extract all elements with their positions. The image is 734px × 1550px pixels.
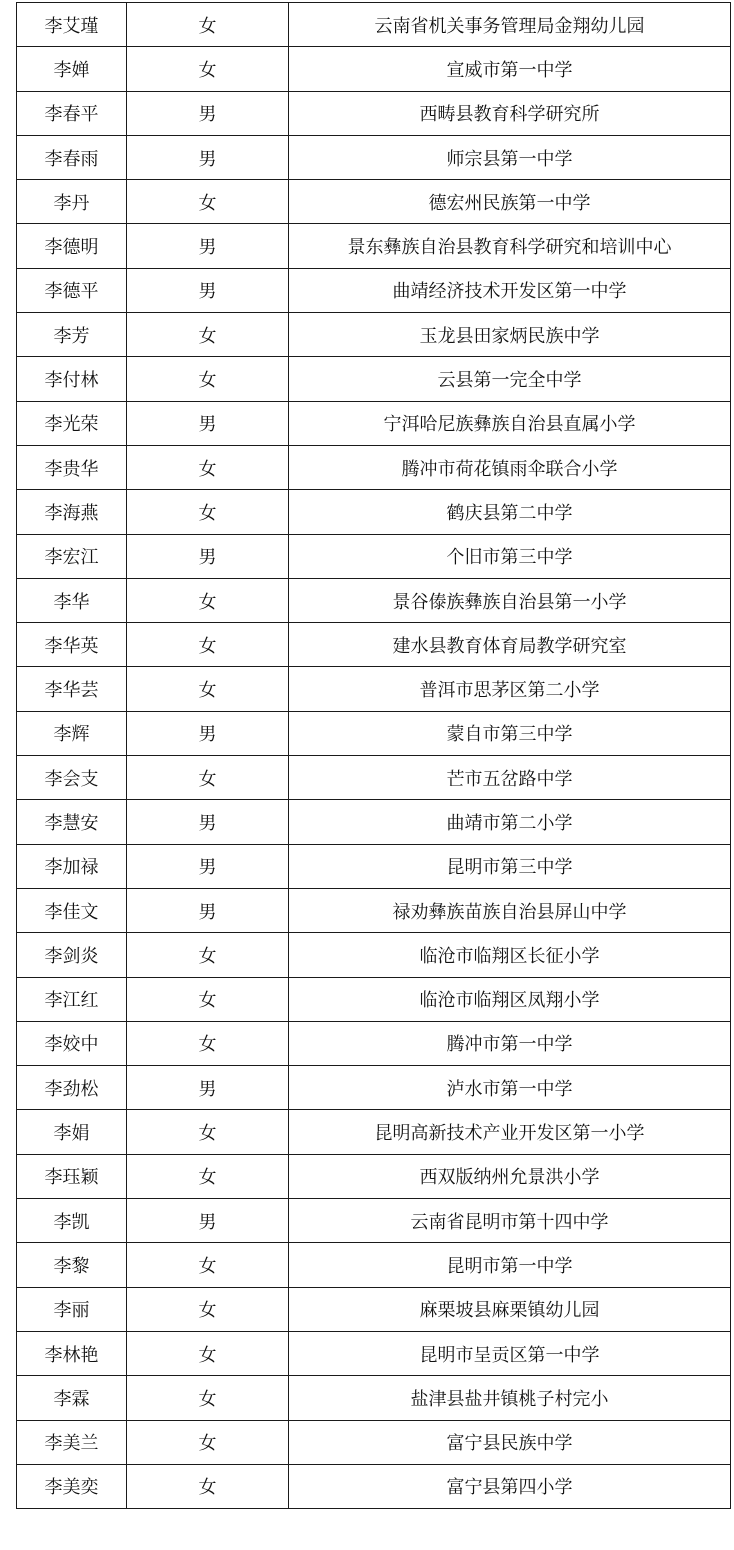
school-cell: 昆明市第三中学 — [289, 844, 731, 888]
school-cell: 云南省昆明市第十四中学 — [289, 1199, 731, 1243]
gender-cell: 女 — [127, 623, 289, 667]
school-cell: 宣威市第一中学 — [289, 47, 731, 91]
gender-cell: 女 — [127, 47, 289, 91]
name-cell: 李会支 — [17, 756, 127, 800]
name-cell: 李丽 — [17, 1287, 127, 1331]
name-cell: 李剑炎 — [17, 933, 127, 977]
name-cell: 李加禄 — [17, 844, 127, 888]
table-row — [17, 3, 731, 47]
school-cell: 景谷傣族彝族自治县第一小学 — [289, 578, 731, 622]
gender-cell: 男 — [127, 91, 289, 135]
gender-cell: 女 — [127, 313, 289, 357]
gender-cell: 男 — [127, 888, 289, 932]
table-row — [17, 1331, 731, 1375]
school-cell: 富宁县第四小学 — [289, 1464, 731, 1508]
table-row — [17, 180, 731, 224]
school-cell: 云南省机关事务管理局金翔幼儿园 — [289, 3, 731, 47]
school-cell: 富宁县民族中学 — [289, 1420, 731, 1464]
gender-cell: 男 — [127, 135, 289, 179]
table-row — [17, 47, 731, 91]
school-cell: 腾冲市第一中学 — [289, 1021, 731, 1065]
name-cell: 李姣中 — [17, 1021, 127, 1065]
gender-cell: 男 — [127, 844, 289, 888]
school-cell: 临沧市临翔区长征小学 — [289, 933, 731, 977]
name-cell: 李付林 — [17, 357, 127, 401]
gender-cell: 女 — [127, 490, 289, 534]
name-cell: 李霖 — [17, 1376, 127, 1420]
school-cell: 曲靖市第二小学 — [289, 800, 731, 844]
school-cell: 景东彝族自治县教育科学研究和培训中心 — [289, 224, 731, 268]
table-row — [17, 135, 731, 179]
name-cell: 李凯 — [17, 1199, 127, 1243]
table-row — [17, 1287, 731, 1331]
gender-cell: 女 — [127, 1021, 289, 1065]
table-row — [17, 977, 731, 1021]
name-cell: 李华芸 — [17, 667, 127, 711]
school-cell: 普洱市思茅区第二小学 — [289, 667, 731, 711]
school-cell: 师宗县第一中学 — [289, 135, 731, 179]
school-cell: 临沧市临翔区凤翔小学 — [289, 977, 731, 1021]
school-cell: 建水县教育体育局教学研究室 — [289, 623, 731, 667]
table-row — [17, 445, 731, 489]
gender-cell: 女 — [127, 1376, 289, 1420]
name-cell: 李江红 — [17, 977, 127, 1021]
table-row — [17, 800, 731, 844]
gender-cell: 男 — [127, 800, 289, 844]
school-cell: 德宏州民族第一中学 — [289, 180, 731, 224]
gender-cell: 女 — [127, 445, 289, 489]
table-row — [17, 933, 731, 977]
name-cell: 李华 — [17, 578, 127, 622]
school-cell: 云县第一完全中学 — [289, 357, 731, 401]
name-cell: 李美兰 — [17, 1420, 127, 1464]
name-cell: 李劲松 — [17, 1066, 127, 1110]
name-cell: 李光荣 — [17, 401, 127, 445]
name-cell: 李珏颖 — [17, 1154, 127, 1198]
school-cell: 西畴县教育科学研究所 — [289, 91, 731, 135]
name-cell: 李林艳 — [17, 1331, 127, 1375]
school-cell: 昆明市呈贡区第一中学 — [289, 1331, 731, 1375]
table-row — [17, 224, 731, 268]
table-row — [17, 888, 731, 932]
name-cell: 李丹 — [17, 180, 127, 224]
name-cell: 李婵 — [17, 47, 127, 91]
table-row — [17, 1199, 731, 1243]
school-cell: 泸水市第一中学 — [289, 1066, 731, 1110]
gender-cell: 女 — [127, 977, 289, 1021]
table-row — [17, 1464, 731, 1508]
gender-cell: 女 — [127, 1331, 289, 1375]
table-row — [17, 268, 731, 312]
name-cell: 李佳文 — [17, 888, 127, 932]
school-cell: 宁洱哈尼族彝族自治县直属小学 — [289, 401, 731, 445]
gender-cell: 女 — [127, 933, 289, 977]
gender-cell: 女 — [127, 1420, 289, 1464]
school-cell: 腾冲市荷花镇雨伞联合小学 — [289, 445, 731, 489]
school-cell: 禄劝彝族苗族自治县屏山中学 — [289, 888, 731, 932]
name-cell: 李黎 — [17, 1243, 127, 1287]
name-cell: 李德明 — [17, 224, 127, 268]
name-cell: 李宏江 — [17, 534, 127, 578]
gender-cell: 女 — [127, 3, 289, 47]
table-row — [17, 534, 731, 578]
table-row — [17, 401, 731, 445]
table-row — [17, 667, 731, 711]
gender-cell: 女 — [127, 357, 289, 401]
name-cell: 李辉 — [17, 711, 127, 755]
name-cell: 李春雨 — [17, 135, 127, 179]
gender-cell: 男 — [127, 1066, 289, 1110]
school-cell: 昆明高新技术产业开发区第一小学 — [289, 1110, 731, 1154]
gender-cell: 女 — [127, 667, 289, 711]
gender-cell: 女 — [127, 756, 289, 800]
table-row — [17, 357, 731, 401]
name-cell: 李娟 — [17, 1110, 127, 1154]
school-cell: 麻栗坡县麻栗镇幼儿园 — [289, 1287, 731, 1331]
school-cell: 玉龙县田家炳民族中学 — [289, 313, 731, 357]
name-cell: 李德平 — [17, 268, 127, 312]
school-cell: 盐津县盐井镇桃子村完小 — [289, 1376, 731, 1420]
table-row — [17, 844, 731, 888]
table-row — [17, 490, 731, 534]
school-cell: 蒙自市第三中学 — [289, 711, 731, 755]
gender-cell: 女 — [127, 1287, 289, 1331]
name-cell: 李慧安 — [17, 800, 127, 844]
name-cell: 李华英 — [17, 623, 127, 667]
school-cell: 西双版纳州允景洪小学 — [289, 1154, 731, 1198]
table-row — [17, 1420, 731, 1464]
school-cell: 鹤庆县第二中学 — [289, 490, 731, 534]
school-cell: 曲靖经济技术开发区第一中学 — [289, 268, 731, 312]
gender-cell: 女 — [127, 1243, 289, 1287]
table-row — [17, 623, 731, 667]
table-row — [17, 1066, 731, 1110]
gender-cell: 女 — [127, 1464, 289, 1508]
school-cell: 个旧市第三中学 — [289, 534, 731, 578]
table-row — [17, 1021, 731, 1065]
gender-cell: 女 — [127, 578, 289, 622]
gender-cell: 男 — [127, 534, 289, 578]
table-row — [17, 313, 731, 357]
table-row — [17, 1243, 731, 1287]
gender-cell: 女 — [127, 1110, 289, 1154]
table-row — [17, 711, 731, 755]
gender-cell: 女 — [127, 1154, 289, 1198]
roster-table-body — [17, 3, 731, 1509]
table-row — [17, 578, 731, 622]
name-cell: 李艾瑾 — [17, 3, 127, 47]
name-cell: 李芳 — [17, 313, 127, 357]
table-row — [17, 1154, 731, 1198]
name-cell: 李海燕 — [17, 490, 127, 534]
gender-cell: 男 — [127, 224, 289, 268]
school-cell: 芒市五岔路中学 — [289, 756, 731, 800]
gender-cell: 男 — [127, 401, 289, 445]
table-row — [17, 91, 731, 135]
gender-cell: 男 — [127, 1199, 289, 1243]
name-cell: 李美奕 — [17, 1464, 127, 1508]
gender-cell: 男 — [127, 268, 289, 312]
gender-cell: 女 — [127, 180, 289, 224]
name-cell: 李贵华 — [17, 445, 127, 489]
school-cell: 昆明市第一中学 — [289, 1243, 731, 1287]
table-row — [17, 1376, 731, 1420]
roster-table — [16, 2, 731, 1509]
table-row — [17, 1110, 731, 1154]
name-cell: 李春平 — [17, 91, 127, 135]
gender-cell: 男 — [127, 711, 289, 755]
table-row — [17, 756, 731, 800]
